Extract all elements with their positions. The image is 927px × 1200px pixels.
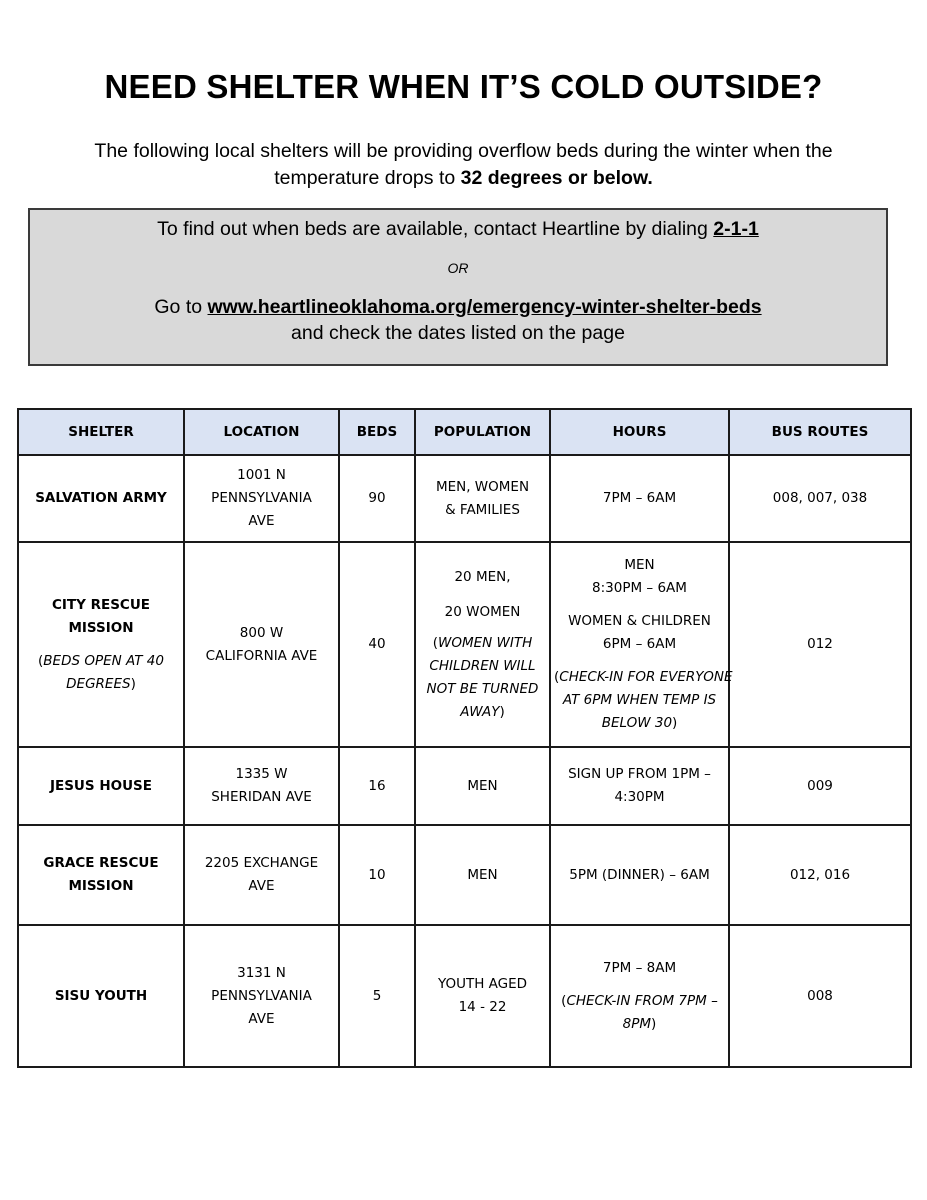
- population-line: YOUTH AGED: [437, 976, 528, 992]
- location-line: 1335 W: [235, 766, 288, 782]
- hours-line: 6PM – 6AM: [602, 636, 677, 652]
- shelter-location: [184, 542, 339, 747]
- table-row: [18, 747, 911, 825]
- location-line: 3131 N: [237, 964, 286, 981]
- hours-note: BELOW 30): [601, 715, 678, 731]
- shelter-population: [415, 542, 550, 747]
- header-hours: HOURS: [550, 409, 729, 455]
- shelter-bus-routes: 012: [729, 542, 911, 747]
- header-shelter: SHELTER: [18, 409, 184, 455]
- location-line: 2205 EXCHANGE: [204, 855, 319, 871]
- hours-line: 8:30PM – 6AM: [592, 580, 687, 596]
- shelter-bus-routes: 008, 007, 038: [729, 455, 911, 542]
- shelter-beds: 90: [339, 455, 415, 542]
- population-note: CHILDREN WILL: [429, 657, 536, 674]
- shelter-name: SISU YOUTH: [18, 925, 184, 1067]
- shelter-location: [184, 455, 339, 542]
- shelter-location: [184, 825, 339, 925]
- population-line: & FAMILIES: [445, 501, 520, 518]
- shelter-hours: 5PM (DINNER) – 6AM: [550, 825, 729, 925]
- shelter-bus-routes: 009: [729, 747, 911, 825]
- intro-text: [40, 138, 887, 192]
- shelter-note: DEGREES): [66, 675, 136, 692]
- shelter-population: MEN: [415, 747, 550, 825]
- shelter-table: [17, 408, 912, 1068]
- hours-line: 4:30PM: [614, 789, 665, 805]
- table-header-row: [18, 409, 911, 455]
- population-line: 20 MEN,: [454, 568, 511, 585]
- phone-number: 2-1-1: [713, 218, 759, 240]
- website-prefix: Go to: [154, 296, 203, 318]
- location-line: PENNSYLVANIA: [211, 490, 312, 506]
- hours-line: MEN: [624, 557, 655, 573]
- shelter-hours: [550, 925, 729, 1067]
- contact-line: [30, 218, 886, 241]
- shelter-name-cell: [18, 825, 184, 925]
- page-title: NEED SHELTER WHEN IT’S COLD OUTSIDE?: [104, 68, 823, 105]
- website-instructions: and check the dates listed on the page: [291, 322, 625, 344]
- table-row: [18, 825, 911, 925]
- location-line: PENNSYLVANIA: [211, 987, 312, 1004]
- contact-box: [28, 208, 888, 366]
- header-bus-routes: BUS ROUTES: [729, 409, 911, 455]
- location-line: SHERIDAN AVE: [211, 789, 312, 805]
- shelter-bus-routes: 008: [729, 925, 911, 1067]
- intro-body: The following local shelters will be providing overflow beds during the winter when the temperature drops to: [94, 140, 833, 189]
- shelter-beds: 10: [339, 825, 415, 925]
- shelter-hours: [550, 542, 733, 747]
- website-line: [30, 296, 886, 319]
- population-line: 20 WOMEN: [444, 603, 521, 620]
- location-line: CALIFORNIA AVE: [205, 647, 318, 664]
- shelter-hours: [550, 747, 729, 825]
- shelter-hours: 7PM – 6AM: [550, 455, 729, 542]
- shelter-name: JESUS HOUSE: [18, 747, 184, 825]
- location-line: 1001 N: [237, 467, 286, 483]
- shelter-name-cell: [18, 542, 184, 747]
- hours-note: (CHECK-IN FROM 7PM –: [561, 992, 718, 1009]
- table-row: [18, 925, 911, 1067]
- shelter-name: MISSION: [68, 619, 134, 636]
- website-link[interactable]: www.heartlineoklahoma.org/emergency-winter-shelter-beds: [207, 296, 762, 318]
- shelter-name: SALVATION ARMY: [18, 455, 184, 542]
- hours-note: (CHECK-IN FOR EVERYONE: [554, 669, 733, 685]
- location-line: AVE: [248, 513, 275, 529]
- location-line: 800 W: [239, 624, 284, 641]
- hours-line: 7PM – 8AM: [602, 959, 677, 976]
- hours-line: WOMEN & CHILDREN: [568, 613, 711, 629]
- shelter-note: (BEDS OPEN AT 40: [38, 652, 164, 669]
- location-line: AVE: [248, 878, 275, 894]
- header-population: POPULATION: [415, 409, 550, 455]
- header-beds: BEDS: [339, 409, 415, 455]
- shelter-beds: 5: [339, 925, 415, 1067]
- shelter-beds: 16: [339, 747, 415, 825]
- hours-note: AT 6PM WHEN TEMP IS: [562, 692, 717, 708]
- population-note: AWAY): [460, 703, 505, 720]
- hours-note: 8PM): [622, 1015, 657, 1032]
- shelter-location: [184, 925, 339, 1067]
- intro-emphasis: 32 degrees or below.: [460, 167, 653, 189]
- shelter-beds: 40: [339, 542, 415, 747]
- or-separator: OR: [447, 260, 469, 276]
- population-note: NOT BE TURNED: [426, 680, 539, 697]
- shelter-name: CITY RESCUE: [51, 596, 151, 613]
- contact-text: To find out when beds are available, contact Heartline by dialing: [157, 218, 708, 240]
- population-line: 14 - 22: [458, 999, 507, 1015]
- header-location: LOCATION: [184, 409, 339, 455]
- location-line: AVE: [248, 1010, 275, 1027]
- shelter-bus-routes: 012, 016: [729, 825, 911, 925]
- population-line: MEN, WOMEN: [435, 478, 530, 495]
- shelter-population: [415, 455, 550, 542]
- shelter-name: GRACE RESCUE: [43, 855, 159, 871]
- table-row: [18, 542, 911, 747]
- shelter-population: MEN: [415, 825, 550, 925]
- shelter-population: [415, 925, 550, 1067]
- shelter-name: MISSION: [68, 878, 134, 894]
- hours-line: SIGN UP FROM 1PM –: [568, 766, 711, 782]
- population-note: (WOMEN WITH: [432, 634, 533, 651]
- shelter-location: [184, 747, 339, 825]
- table-row: [18, 455, 911, 542]
